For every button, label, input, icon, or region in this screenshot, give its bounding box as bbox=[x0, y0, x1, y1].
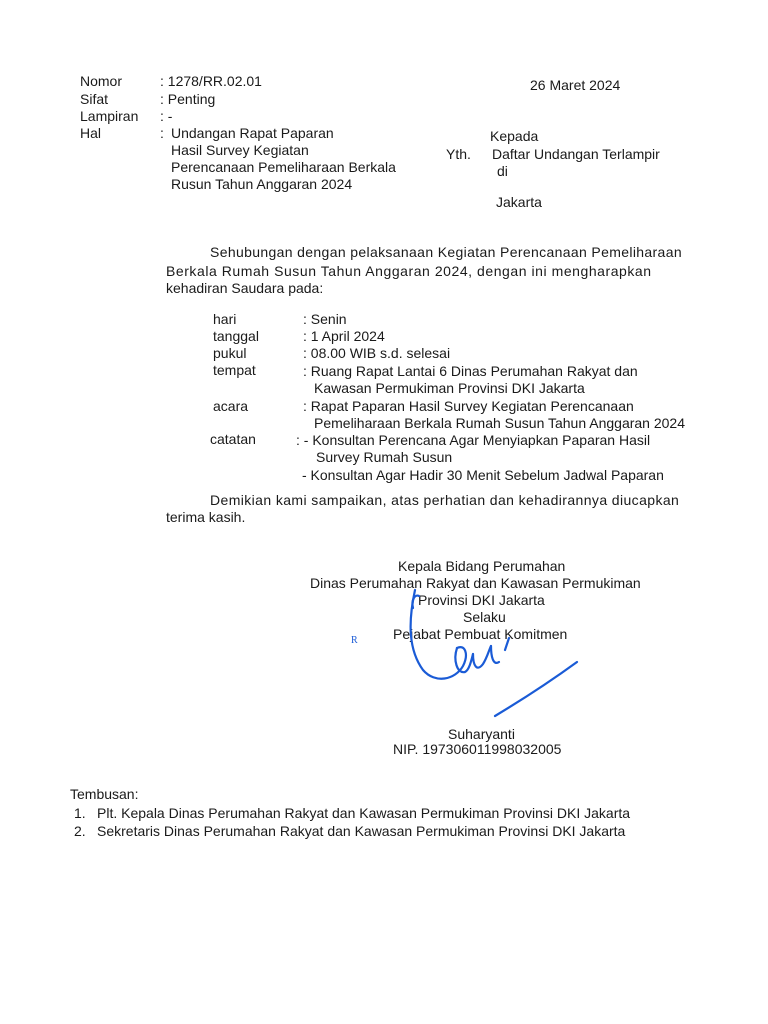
signer-name: Suharyanti bbox=[448, 726, 515, 742]
catatan-line: - Konsultan Agar Hadir 30 Menit Sebelum Jadwal Paparan bbox=[302, 467, 664, 483]
acara-line: Pemeliharaan Berkala Rumah Susun Tahun Anggaran 2024 bbox=[314, 415, 685, 431]
handwritten-signature bbox=[405, 578, 590, 718]
catatan-line: Survey Rumah Susun bbox=[316, 449, 453, 465]
letter-date: 26 Maret 2024 bbox=[530, 77, 621, 93]
sifat-label: Sifat bbox=[80, 91, 109, 107]
lampiran-label: Lampiran bbox=[80, 108, 139, 124]
hal-line: Hasil Survey Kegiatan bbox=[171, 142, 309, 158]
tembusan-number: 2. bbox=[74, 823, 86, 839]
closing-line-2: terima kasih. bbox=[166, 509, 246, 525]
tempat-line: : Ruang Rapat Lantai 6 Dinas Perumahan Rakyat dan bbox=[303, 363, 638, 379]
tembusan-item: Plt. Kepala Dinas Perumahan Rakyat dan Kawasan Permukiman Provinsi DKI Jakarta bbox=[97, 805, 631, 821]
hal-line: Rusun Tahun Anggaran 2024 bbox=[171, 176, 353, 192]
acara-line: : Rapat Paparan Hasil Survey Kegiatan Perencanaan bbox=[303, 398, 634, 414]
closing-line-1 bbox=[210, 491, 679, 509]
acara-label: acara bbox=[213, 398, 249, 414]
tembusan-label: Tembusan: bbox=[70, 786, 139, 802]
signer-title: Pejabat Pembuat Komitmen bbox=[393, 626, 568, 642]
tanggal-label: tanggal bbox=[213, 328, 259, 344]
lampiran-value: : - bbox=[160, 108, 173, 124]
intro-line-2 bbox=[166, 262, 652, 280]
nomor-label: Nomor bbox=[80, 73, 123, 89]
hari-value: : Senin bbox=[303, 311, 347, 327]
catatan-label: catatan bbox=[210, 431, 256, 447]
hari-label: hari bbox=[213, 311, 237, 327]
signer-title: Selaku bbox=[463, 609, 506, 625]
recipient-kepada: Kepada bbox=[490, 128, 539, 144]
recipient-yth: Yth. bbox=[446, 146, 471, 162]
signer-title: Kepala Bidang Perumahan bbox=[398, 558, 566, 574]
hal-label: Hal bbox=[80, 125, 102, 141]
closing-text: Demikian kami sampaikan, atas perhatian dan kehadirannya diucapkan bbox=[210, 492, 680, 508]
tempat-line: Kawasan Permukiman Provinsi DKI Jakarta bbox=[314, 380, 585, 396]
signer-nip: NIP. 197306011998032005 bbox=[393, 741, 562, 757]
hal-line: Undangan Rapat Paparan bbox=[171, 125, 334, 141]
intro-line-3: kehadiran Saudara pada: bbox=[166, 280, 324, 296]
signer-title: Dinas Perumahan Rakyat dan Kawasan Permukiman bbox=[310, 575, 641, 591]
tembusan-item: Sekretaris Dinas Perumahan Rakyat dan Kawasan Permukiman Provinsi DKI Jakarta bbox=[97, 823, 626, 839]
recipient-city: Jakarta bbox=[496, 194, 542, 210]
nomor-value: : 1278/RR.02.01 bbox=[160, 73, 262, 89]
tanggal-value: : 1 April 2024 bbox=[303, 328, 385, 344]
tempat-label: tempat bbox=[213, 362, 256, 378]
pukul-label: pukul bbox=[213, 345, 247, 361]
recipient-di: di bbox=[497, 163, 508, 179]
hal-colon: : bbox=[160, 125, 164, 141]
paraf-mark: R bbox=[351, 635, 358, 646]
recipient-name: Daftar Undangan Terlampir bbox=[492, 146, 660, 162]
pukul-value: : 08.00 WIB s.d. selesai bbox=[303, 345, 451, 361]
hal-line: Perencanaan Pemeliharaan Berkala bbox=[171, 159, 396, 175]
intro-line-1 bbox=[210, 243, 711, 261]
intro-text: Sehubungan dengan pelaksanaan Kegiatan Perencanaan Pemeliharaan bbox=[210, 244, 682, 260]
catatan-line: : - Konsultan Perencana Agar Menyiapkan Paparan Hasil bbox=[296, 432, 651, 448]
intro-text: Berkala Rumah Susun Tahun Anggaran 2024, dengan ini mengharapkan bbox=[166, 263, 652, 279]
tembusan-number: 1. bbox=[74, 805, 86, 821]
sifat-value: : Penting bbox=[160, 91, 216, 107]
signer-title: Provinsi DKI Jakarta bbox=[418, 592, 545, 608]
